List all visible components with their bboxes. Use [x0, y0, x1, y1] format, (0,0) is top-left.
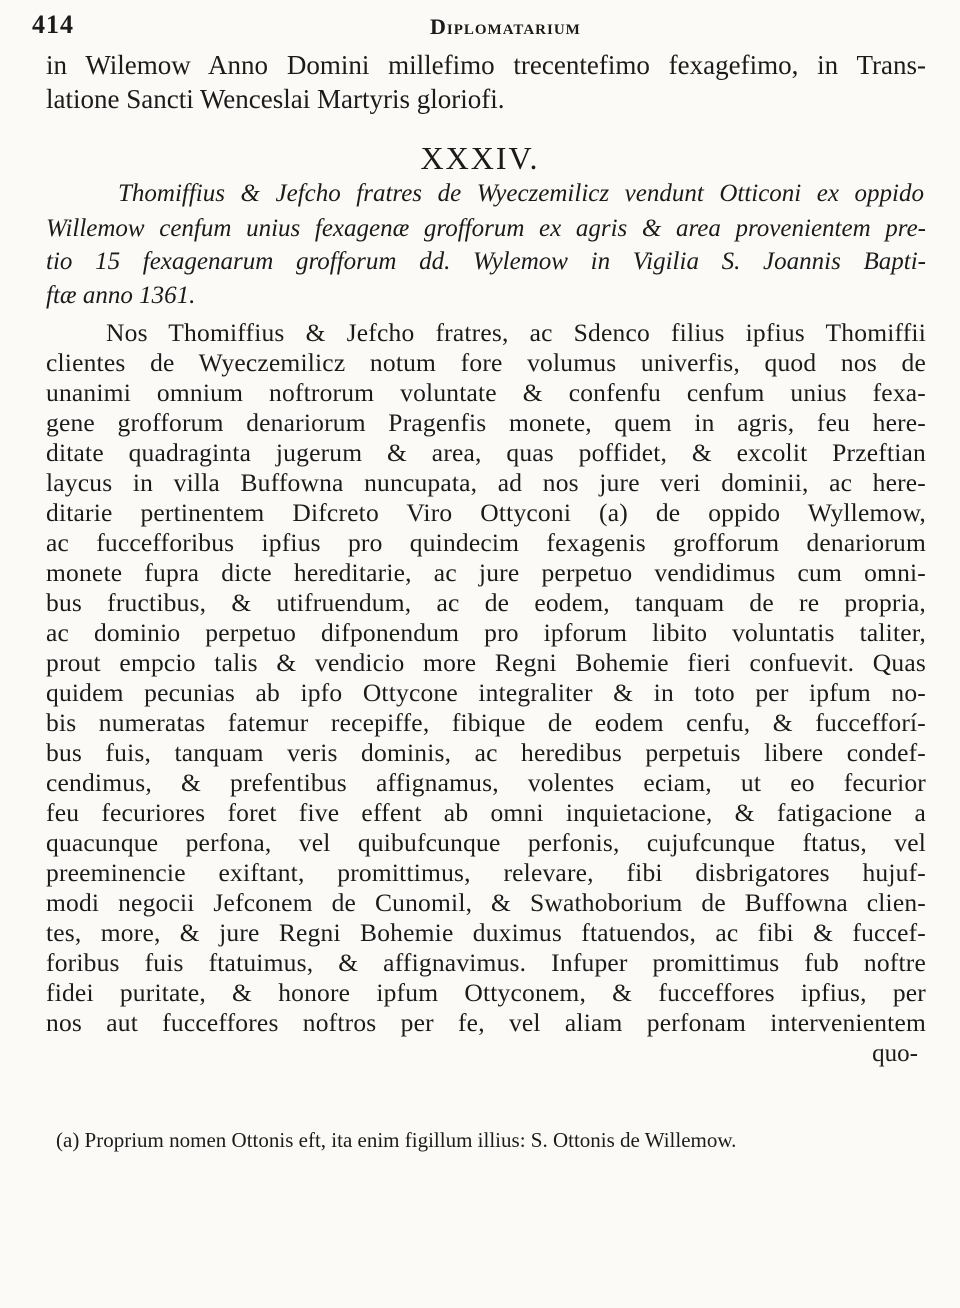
- body-line-4: gene grofforum denariorum Pragenfis monete, quem in agris, feu here-: [46, 408, 926, 437]
- body-line-20: modi negocii Jefconem de Cunomil, & Swathoborium de Buffowna clien-: [46, 888, 926, 917]
- summary-line-3: tio 15 fexagenarum grofforum dd. Wylemow in Vigilia S. Joannis Bapti-: [46, 248, 926, 275]
- body-line-17: feu fecuriores foret five effent ab omni inquietacione, & fatigacione a: [46, 798, 926, 827]
- body-line-13: quidem pecunias ab ipfo Ottycone integraliter & in toto per ipfum no-: [46, 678, 926, 707]
- body-line-1: Nos Thomiffius & Jefcho fratres, ac Sdenco filius ipfius Thomiffii: [106, 318, 926, 347]
- body-line-24: nos aut fucceffores noftros per fe, vel aliam perfonam intervenientem: [46, 1008, 926, 1037]
- body-line-16: cendimus, & prefentibus affignamus, volentes eciam, ut eo fecurior: [46, 768, 926, 797]
- body-line-14: bis numeratas fatemur recepiffe, fibique de eodem cenfu, & fuccefforí-: [46, 708, 926, 737]
- page-header: [32, 4, 920, 44]
- body-line-12: prout empcio talis & vendicio more Regni Bohemie fieri confuevit. Quas: [46, 648, 926, 677]
- body-line-23: fidei puritate, & honore ipfum Ottyconem, & fucceffores ipfius, per: [46, 978, 926, 1007]
- catchword: quo-: [872, 1040, 918, 1067]
- body-line-22: foribus fuis ftatuimus, & affignavimus. Infuper promittimus fub noftre: [46, 948, 926, 977]
- running-title: Diplomatarium: [430, 14, 581, 39]
- body-line-3: unanimi omnium noftrorum voluntate & confenfu cenfum unius fexa-: [46, 378, 926, 407]
- body-line-11: ac dominio perpetuo difponendum pro ipforum libito voluntatis taliter,: [46, 618, 926, 647]
- body-line-8: ac fuccefforibus ipfius pro quindecim fexagenis grofforum denariorum: [46, 528, 926, 557]
- body-line-6: laycus in villa Buffowna nuncupata, ad nos jure veri dominii, ac here-: [46, 468, 926, 497]
- summary-line-1: Thomiffius & Jefcho fratres de Wyeczemilicz vendunt Otticoni ex oppido: [118, 180, 924, 207]
- page-number: 414: [32, 10, 74, 39]
- footnote: (a) Proprium nomen Ottonis eft, ita enim figillum illius: S. Ottonis de Willemow.: [56, 1128, 737, 1152]
- body-line-21: tes, more, & jure Regni Bohemie duximus ftatuendos, ac fibi & fuccef-: [46, 918, 926, 947]
- document-number: XXXIV.: [420, 140, 540, 176]
- intro-line-2: latione Sancti Wenceslai Martyris gloriofi.: [46, 84, 505, 114]
- body-line-19: preeminencie exiftant, promittimus, relevare, fibi disbrigatores hujuf-: [46, 858, 926, 887]
- body-line-7: ditarie pertinentem Difcreto Viro Ottyconi (a) de oppido Wyllemow,: [46, 498, 926, 527]
- body-line-9: monete fupra dicte hereditarie, ac jure perpetuo vendidimus cum omni-: [46, 558, 926, 587]
- body-line-5: ditate quadraginta jugerum & area, quas poffidet, & excolit Przeftian: [46, 438, 926, 467]
- summary-line-4: ftæ anno 1361.: [46, 282, 196, 309]
- summary-line-2: Willemow cenfum unius fexagenæ grofforum ex agris & area provenientem pre-: [46, 215, 926, 242]
- body-line-15: bus fuis, tanquam veris dominis, ac heredibus perpetuis libere condef-: [46, 738, 926, 767]
- body-line-2: clientes de Wyeczemilicz notum fore volumus univerfis, quod nos de: [46, 348, 926, 377]
- body-line-18: quacunque perfona, vel quibufcunque perfonis, cujufcunque ftatus, vel: [46, 828, 926, 857]
- body-line-10: bus fructibus, & utifruendum, ac de eodem, tanquam de re propria,: [46, 588, 926, 617]
- intro-line-1: in Wilemow Anno Domini millefimo trecentefimo fexagefimo, in Trans-: [46, 50, 926, 80]
